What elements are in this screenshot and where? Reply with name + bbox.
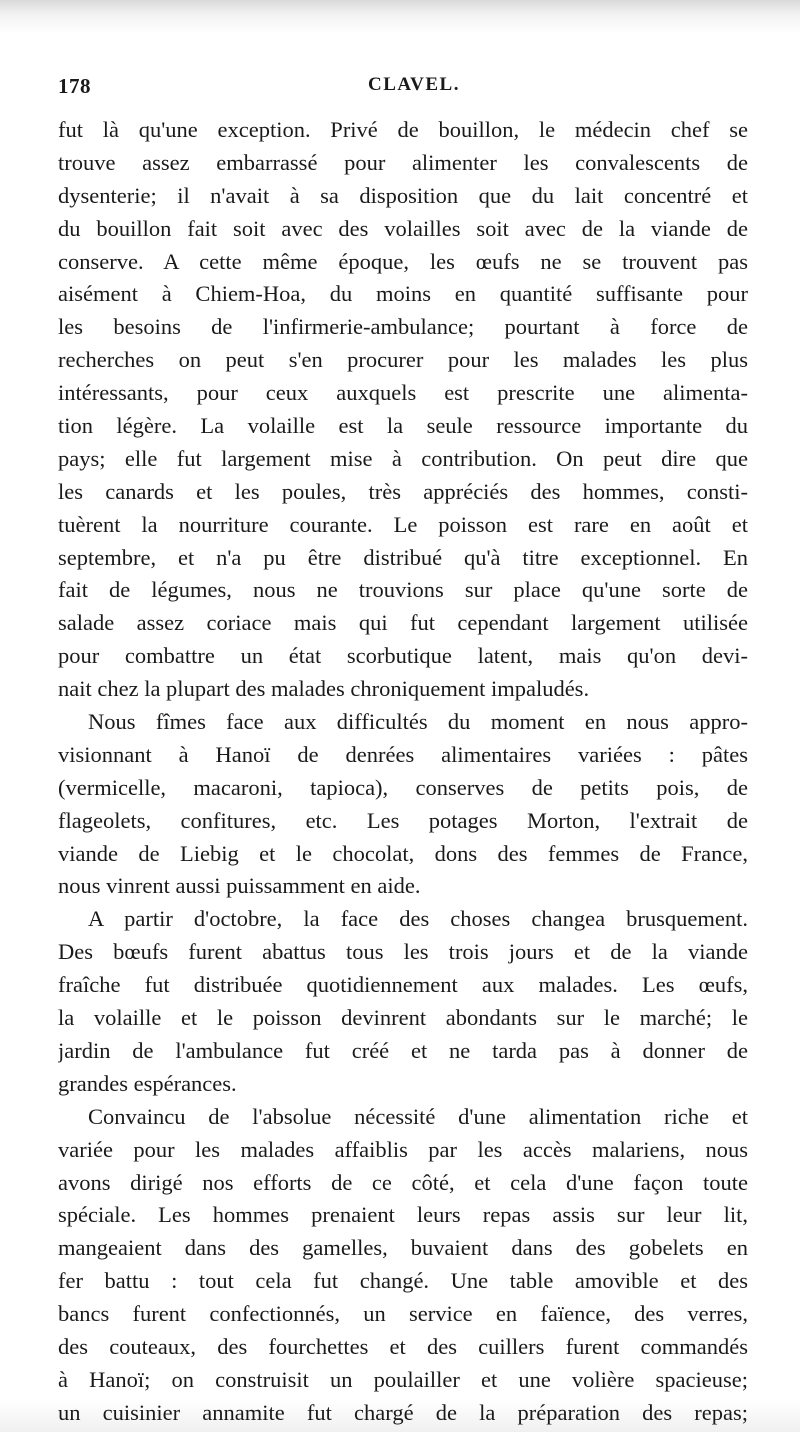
text-line: Convaincu de l'absolue nécessité d'une alimentation riche et (88, 1103, 748, 1129)
text-line: la volaille et le poisson devinrent abondants sur le marché; le (58, 1005, 748, 1031)
text-line: un cuisinier annamite fut chargé de la préparation des repas; (58, 1399, 748, 1425)
text-line: spéciale. Les hommes prenaient leurs repas assis sur leur lit, (58, 1202, 748, 1228)
text-line: pays; elle fut largement mise à contribution. On peut dire que (58, 445, 748, 471)
text-line: dysenterie; il n'avait à sa disposition que du lait concentré et (58, 182, 748, 208)
text-line: des couteaux, des fourchettes et des cuillers furent commandés (58, 1333, 748, 1359)
text-line: fut là qu'une exception. Privé de bouillon, le médecin chef se (58, 117, 748, 142)
text-line: fait de légumes, nous ne trouvions sur place qu'une sorte de (58, 577, 748, 603)
body-text (58, 114, 748, 1430)
text-line: jardin de l'ambulance fut créé et ne tarda pas à donner de (58, 1037, 748, 1063)
text-line: les besoins de l'infirmerie-ambulance; pourtant à force de (58, 314, 748, 340)
text-line: avons dirigé nos efforts de ce côté, et cela d'une façon toute (58, 1169, 748, 1195)
text-line: variée pour les malades affaiblis par les accès malariens, nous (58, 1136, 748, 1162)
text-line: salade assez coriace mais qui fut cependant largement utilisée (58, 610, 748, 636)
text-line: aisément à Chiem-Hoa, du moins en quantité suffisante pour (58, 281, 748, 307)
text-line: intéressants, pour ceux auxquels est prescrite une alimenta- (58, 380, 748, 406)
text-line: fraîche fut distribuée quotidiennement aux malades. Les œufs, (58, 972, 748, 998)
page-number: 178 (58, 74, 91, 98)
text-line: grandes espérances. (58, 1070, 237, 1096)
text-line: les canards et les poules, très appréciés des hommes, consti- (58, 478, 748, 504)
text-line: pour combattre un état scorbutique latent, mais qu'on devi- (58, 643, 748, 669)
text-line: nait chez la plupart des malades chroniquement impaludés. (58, 676, 590, 702)
running-head: CLAVEL. (368, 74, 460, 95)
text-line: recherches on peut s'en procurer pour les malades les plus (58, 347, 748, 373)
text-line: septembre, et n'a pu être distribué qu'à titre exceptionnel. En (58, 544, 748, 570)
text-line: tuèrent la nourriture courante. Le poisson est rare en août et (58, 511, 748, 537)
text-line: tion légère. La volaille est la seule ressource importante du (58, 413, 748, 439)
text-line: du bouillon fait soit avec des volailles soit avec de la viande de (58, 215, 748, 241)
text-line: à Hanoï; on construisit un poulailler et une volière spacieuse; (58, 1366, 748, 1392)
text-line: bancs furent confectionnés, un service en faïence, des verres, (58, 1301, 748, 1327)
text-line: A partir d'octobre, la face des choses changea brusquement. (88, 906, 748, 932)
text-line: visionnant à Hanoï de denrées alimentaires variées : pâtes (58, 741, 748, 767)
text-line: mangeaient dans des gamelles, buvaient dans des gobelets en (58, 1235, 748, 1261)
text-line: viande de Liebig et le chocolat, dons des femmes de France, (58, 840, 748, 866)
text-line: nous vinrent aussi puissamment en aide. (58, 873, 421, 899)
text-line: flageolets, confitures, etc. Les potages Morton, l'extrait de (58, 807, 748, 833)
page-header (58, 74, 748, 100)
text-line: fer battu : tout cela fut changé. Une table amovible et des (58, 1268, 748, 1294)
text-line: Des bœufs furent abattus tous les trois jours et de la viande (58, 939, 748, 965)
text-line: Nous fîmes face aux difficultés du moment en nous appro- (88, 709, 748, 735)
text-line: (vermicelle, macaroni, tapioca), conserves de petits pois, de (58, 774, 748, 800)
text-line: trouve assez embarrassé pour alimenter les convalescents de (58, 149, 748, 175)
text-line: conserve. A cette même époque, les œufs ne se trouvent pas (58, 248, 748, 274)
